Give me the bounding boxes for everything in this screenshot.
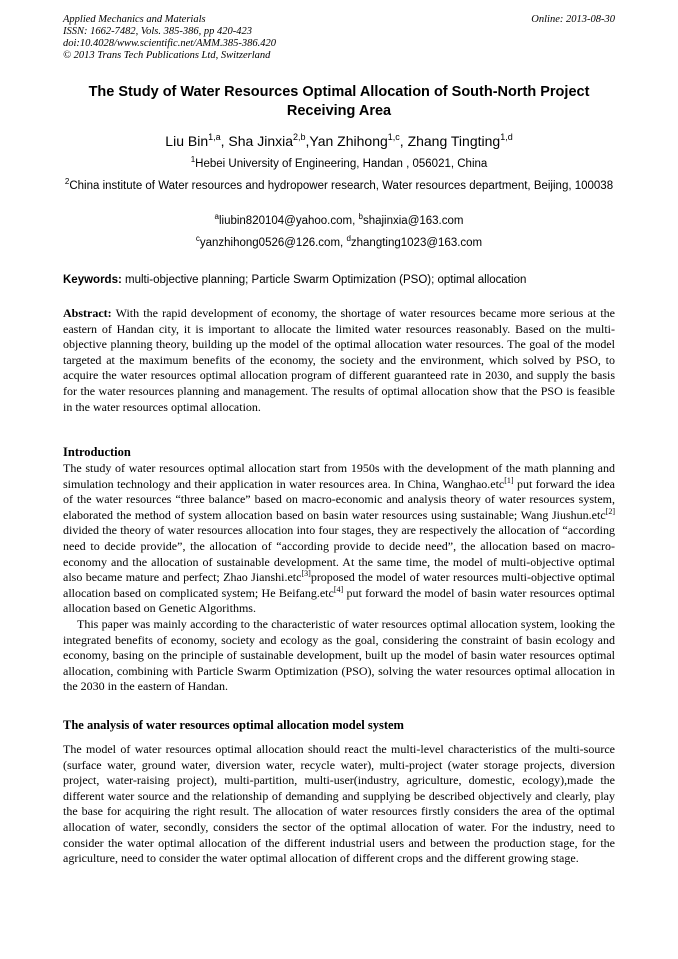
abstract-text: With the rapid development of economy, the shortage of water resources became more serious at the eastern of Handan city, it is important to allocate the limited water resources reasonably. Based on the multi-objective planning theory, building up the model of the optimal allocation water resources. The goal of the model targeted at the maximum benefits of the economy, the society and the environment, which solved by PSO, to acquire the water resources optimal allocation program of different guaranteed rate in 2030, and supply the basis for the water resources planning and management. The results of optimal allocation show that the PSO is feasible in the water resources optimal allocation. xyxy=(63,306,615,414)
affiliation-text: Hebei University of Engineering, Handan , 056021, China xyxy=(195,158,488,170)
author-list xyxy=(60,132,618,150)
citation-ref: [4] xyxy=(333,584,344,594)
author-name: Yan Zhihong xyxy=(309,133,388,149)
citation-ref: [2] xyxy=(605,506,615,516)
analysis-body xyxy=(63,742,615,867)
email-address: zhangting1023@163.com xyxy=(350,237,483,249)
analysis-paragraph-1: The model of water resources optimal allocation should react the multi-level characteristics of the multi-source (surface water, ground water, diversion water, recycle water), multi-project (water storage projects, diversion project, water-raising project), multi-partition, multi-user(industry, agriculture, domestic, ecology),made the different water source and the relationship of demanding and supplying be described objectively and clearly, play the base for acquiring the right result. The allocation of water resources firstly considers the area of the optimal allocation of water, secondly, considers the sector of the optimal allocation of water. For the industry, need to consider the water optimal allocation of the different industrial users and between the production stage, for the agriculture, need to consider the water optimal allocation of different crops and the different growing stage. xyxy=(63,742,615,866)
affiliation-sup: 1 xyxy=(190,155,196,164)
keywords xyxy=(63,273,615,287)
author-name: Zhang Tingting xyxy=(407,133,501,149)
author-name: Sha Jinxia xyxy=(228,133,293,149)
email-line-2 xyxy=(60,236,618,250)
author-sup: 1,c xyxy=(387,132,400,142)
introduction-paragraph-1 xyxy=(63,461,615,617)
issn-line: ISSN: 1662-7482, Vols. 385-386, pp 420-423 xyxy=(63,26,252,37)
paragraph-text: put forward the model of basin water resources optimal allocation based on Genetic Algorithms. xyxy=(63,585,615,616)
email-sup: c xyxy=(195,234,200,243)
citation-ref: [1] xyxy=(504,475,514,485)
paragraph-text: The study of water resources optimal allocation start from 1950s with the development of the math planning and simulation technology and their application in water resources area. In China, Wanghao.etc xyxy=(63,461,615,491)
email-sup: d xyxy=(346,234,351,243)
citation-ref: [3] xyxy=(301,569,311,579)
paragraph-text: put forward the idea of the water resources “three balance” based on macro-economic and analysis theory of water resources system, elaborated the method of system allocation based on basin water resources using sustainable; Wang Jiushun.etc xyxy=(63,476,615,522)
author-name: Liu Bin xyxy=(165,133,209,149)
affiliation-1 xyxy=(60,157,618,171)
copyright-line: © 2013 Trans Tech Publications Ltd, Switzerland xyxy=(63,50,271,61)
affiliation-sup: 2 xyxy=(64,177,70,186)
author-separator: , xyxy=(305,133,310,149)
author-sup: 1,d xyxy=(500,132,513,142)
introduction-paragraph-2: This paper was mainly according to the characteristic of water resources optimal allocation system, looking the integrated benefits of economy, society and ecology as the goal, considering the constraint of basin ecology and economy, basing on the principle of sustainable development, built up the model of basin water resources optimal allocation, combining with Particle Swarm Optimization (PSO), solving the water resources optimal allocation in the 2030 in the eastern of Handan. xyxy=(63,616,615,694)
email-address: liubin820104@yahoo.com, xyxy=(218,215,359,227)
journal-name: Applied Mechanics and Materials xyxy=(63,14,206,25)
author-separator: , xyxy=(399,133,408,149)
affiliation-2 xyxy=(60,179,618,193)
keywords-text: multi-objective planning; Particle Swarm Optimization (PSO); optimal allocation xyxy=(121,274,527,286)
email-line-1 xyxy=(60,214,618,228)
author-sup: 1,a xyxy=(208,132,221,142)
keywords-label: Keywords: xyxy=(63,274,122,286)
email-address: shajinxia@163.com xyxy=(362,215,464,227)
email-sup: a xyxy=(214,212,219,221)
abstract-label: Abstract: xyxy=(63,306,112,320)
paragraph-text: proposed the model of water resources multi-objective optimal allocation based on complicated system; He Beifang.etc xyxy=(63,570,616,600)
email-address: yanzhihong0526@126.com, xyxy=(199,237,347,249)
author-sup: 2,b xyxy=(293,132,306,142)
affiliation-text: China institute of Water resources and hydropower research, Water resources department, Beijing, 100038 xyxy=(69,180,614,192)
abstract xyxy=(63,306,615,415)
journal-header xyxy=(63,14,615,62)
doi-line: doi:10.4028/www.scientific.net/AMM.385-386.420 xyxy=(63,38,276,49)
email-sup: b xyxy=(358,212,363,221)
author-separator: , xyxy=(220,133,229,149)
introduction-body xyxy=(63,461,615,695)
section-heading-introduction: Introduction xyxy=(63,445,131,459)
online-date: Online: 2013-08-30 xyxy=(531,14,615,25)
section-heading-analysis: The analysis of water resources optimal allocation model system xyxy=(63,718,404,732)
paper-title: The Study of Water Resources Optimal Allocation of South-North Project Receiving Area xyxy=(88,84,590,119)
paragraph-text: divided the theory of water resources allocation into four stages, they are respectively the allocation of “according need to decide provide”, the allocation of “according provide to decide need”, the allocation based on macro-economy and the allocation of sustainable development. At the same time, the model of multi-objective optimal also became mature and perfect; Zhao Jianshi.etc xyxy=(63,523,615,585)
